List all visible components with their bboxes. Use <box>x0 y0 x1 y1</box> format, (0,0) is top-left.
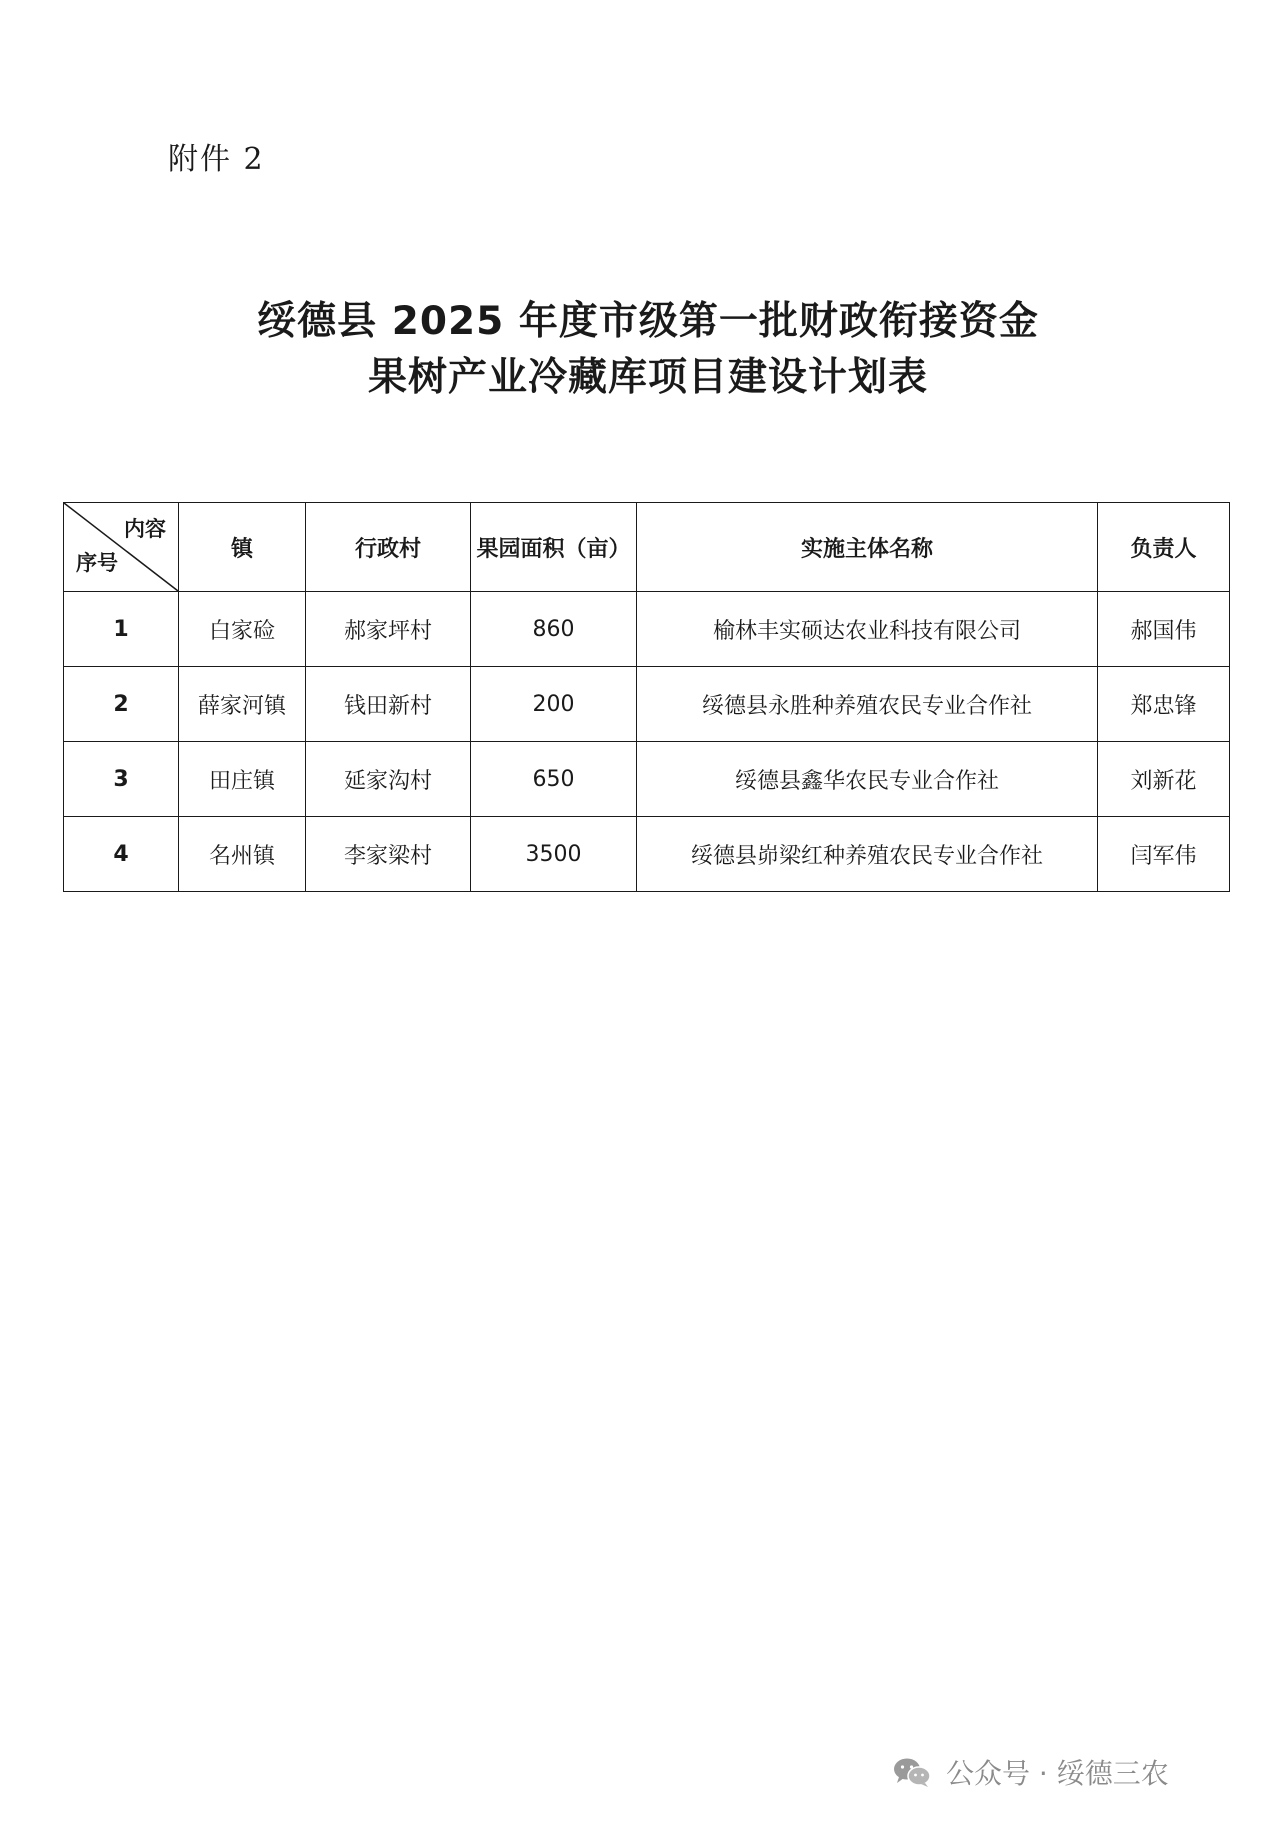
cell-entity: 榆林丰实硕达农业科技有限公司 <box>637 592 1098 667</box>
cell-village: 钱田新村 <box>306 667 471 742</box>
cell-town: 田庄镇 <box>179 742 306 817</box>
cell-village: 郝家坪村 <box>306 592 471 667</box>
cell-town: 名州镇 <box>179 817 306 892</box>
header-entity-name: 实施主体名称 <box>637 503 1098 592</box>
watermark-text: 公众号 · 绥德三农 <box>946 1757 1169 1790</box>
cell-village: 延家沟村 <box>306 742 471 817</box>
wechat-watermark <box>892 1752 1169 1792</box>
cell-village: 李家梁村 <box>306 817 471 892</box>
table-row <box>64 742 1230 817</box>
cell-town: 白家硷 <box>179 592 306 667</box>
table-header-row <box>64 503 1230 592</box>
cell-leader: 闫军伟 <box>1098 817 1230 892</box>
cell-area: 200 <box>471 667 637 742</box>
header-village: 行政村 <box>306 503 471 592</box>
cell-entity: 绥德县峁梁红种养殖农民专业合作社 <box>637 817 1098 892</box>
cell-leader: 刘新花 <box>1098 742 1230 817</box>
document-title-line1: 绥德县 2025 年度市级第一批财政衔接资金 <box>257 299 1039 344</box>
header-orchard-area: 果园面积（亩） <box>471 503 637 592</box>
cell-town: 薛家河镇 <box>179 667 306 742</box>
cell-area: 3500 <box>471 817 637 892</box>
cell-entity: 绥德县鑫华农民专业合作社 <box>637 742 1098 817</box>
cell-seq: 1 <box>64 592 179 667</box>
table-row <box>64 667 1230 742</box>
header-content-label: 内容 <box>124 517 166 541</box>
cell-leader: 郑忠锋 <box>1098 667 1230 742</box>
header-town: 镇 <box>179 503 306 592</box>
cell-area: 650 <box>471 742 637 817</box>
wechat-icon <box>892 1756 932 1788</box>
document-title-line2: 果树产业冷藏库项目建设计划表 <box>367 355 928 400</box>
cell-seq: 4 <box>64 817 179 892</box>
header-seq-label: 序号 <box>76 551 118 575</box>
header-corner-cell <box>64 503 179 592</box>
cell-seq: 2 <box>64 667 179 742</box>
attachment-label: 附件 2 <box>168 142 265 177</box>
cell-seq: 3 <box>64 742 179 817</box>
project-plan-table <box>63 502 1230 892</box>
header-leader: 负责人 <box>1098 503 1230 592</box>
cell-entity: 绥德县永胜种养殖农民专业合作社 <box>637 667 1098 742</box>
cell-area: 860 <box>471 592 637 667</box>
table-row <box>64 592 1230 667</box>
cell-leader: 郝国伟 <box>1098 592 1230 667</box>
table-row <box>64 817 1230 892</box>
